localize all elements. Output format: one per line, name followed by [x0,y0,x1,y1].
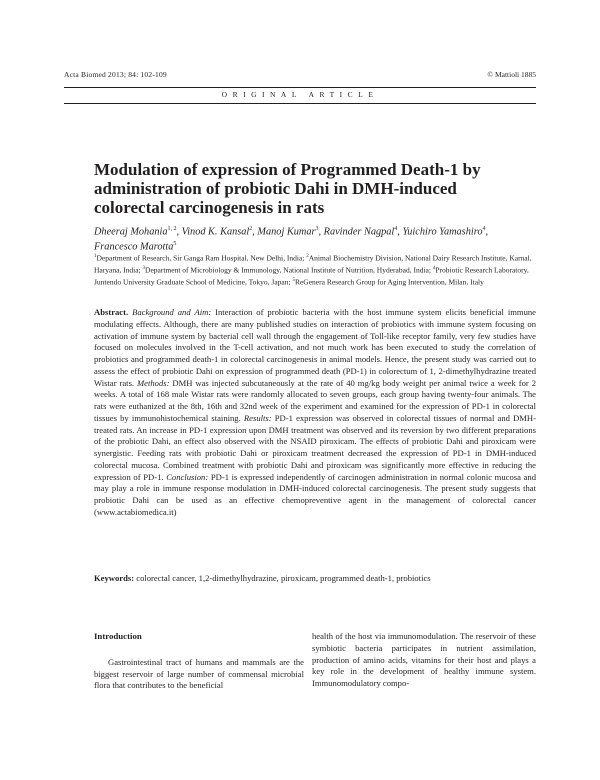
author-affiliation-mark: 4 [482,226,486,232]
body-column-right [312,631,536,690]
background-text: Interaction of probiotic bacteria with the host immune system elicits beneficial immune modulating effects. Although, there are many published studies on interaction of probiotics with immune system focusing on activation of immune system by bacterial cell wall through the engagement of Toll-like receptor family, very few studies have focused on molecules involved in the T-cell activation, and not much work has been executed to study the correlation of probiotics and programmed death-1 in colorectal carcinogenesis in animal models. Hence, the present study was carried out to assess the effect of probiotic Dahi on expression of programmed death (PD-1) in colorectum of 1, 2-dimethylhydrazine treated Wistar rats. [94,307,536,388]
journal-reference: Acta Biomed 2013; 84: 102-109 [64,70,167,79]
abstract-label: Abstract. [94,307,129,317]
affiliation-mark: 4 [432,266,436,272]
introduction-paragraph: Gastrointestinal tract of humans and mammals are the biggest reservoir of large number of commensal microbial flora that contributes to the beneficial [94,656,304,691]
header-rule-top [64,87,536,88]
introduction-paragraph-continued: health of the host via immunomodulation. The reservoir of these symbiotic bacteria participates in nutrient assimilation, production of amino acids, vitamins for their host and plays a key role in the development of healthy immune system. Immunomodulatory compo- [312,631,536,689]
article-title: Modulation of expression of Programmed Death-1 by administration of probiotic Dahi in DMH-induced colorectal carcinogenesis in rats [94,160,481,217]
affiliation-text: ReGenera Research Group for Aging Intervention, Milan, Italy [294,277,484,287]
author-name: Francesco Marotta [94,241,174,253]
conclusion-text: PD-1 is expressed independently of carcinogen administration in normal colonic mucosa and may play a role in immune response modulation in DMH-induced colorectal carcinogenesis. The present study suggests that probiotic Dahi can be used as an effective chemopreventive agent in the management of colorectal cancer (www.actabiomedica.it) [94,471,536,517]
body-column-left [94,631,304,692]
keywords-text: colorectal cancer, 1,2-dimethylhydrazine, piroxicam, programmed death-1, probiotics [134,573,431,583]
affiliation-mark: 2 [306,254,309,259]
author-name: Manoj Kumar [257,226,316,238]
copyright-notice: © Mattioli 1885 [487,70,536,79]
affiliation-mark: 5 [292,278,295,284]
affiliation-list [94,252,536,288]
author-separator: , [318,226,324,238]
keywords [94,573,536,584]
author-affiliation-mark: 3 [315,226,319,232]
introduction-heading: Introduction [94,631,142,641]
methods-text: DMH was injected subcutaneously at the rate of 40 mg/kg body weight per animal twice a week for 2 weeks. A total of 168 male Wistar rats were randomly allocated to seven groups, each group having twenty-four animals. The rats were euthanized at the 8th, 16th and 32nd week of the experiment and examined for the expression of PD-1 in colorectal tissues by immunohistochemical staining. [94,377,536,423]
author-name: Vinod K. Kansal [181,226,250,238]
header-rule-bottom [64,103,536,104]
author-name: Dheeraj Mohania [94,226,168,238]
affiliation-text: Department of Microbiology & Immunology, National Institute of Nutrition, Hyderabad, India; [145,265,433,275]
background-label: Background and Aim: [132,307,212,317]
author-separator: , [397,226,403,238]
author-affiliation-mark: 5 [173,241,177,248]
affiliation-mark: 1 [94,254,97,259]
author-list [94,223,534,254]
author-separator: , [176,226,182,238]
affiliation-text: Department of Research, Sir Ganga Ram Hospital, New Delhi, India; [96,253,307,263]
abstract [94,307,536,519]
author-affiliation-mark: 4 [394,226,398,232]
affiliation-mark: 3 [142,266,146,272]
results-label: Results: [243,412,272,423]
affiliation-text: Probiotic Research Laboratory, Juntendo University Graduate School of Medicine, Tokyo, Japan; [94,265,529,287]
section-label: ORIGINAL ARTICLE [221,90,379,99]
conclusion-label: Conclusion: [166,471,209,482]
author-separator: , [252,226,258,238]
author-affiliation-mark: 2 [249,226,253,232]
methods-label: Methods: [137,377,170,388]
author-separator: , [485,226,489,238]
affiliation-text: Animal Biochemistry Division, National Dairy Research Institute, Karnal, Haryana, India; [94,253,532,275]
results-text: PD-1 expression was observed in colorectal tissues of normal and DMH-treated rats. An increase in PD-1 expression upon DMH treatment was observed and its reversion by two different preparations of the probiotic Dahi, an effect also observed with the NSAID piroxicam. The effects of probiotic Dahi and piroxicam were synergistic. Feeding rats with probiotic Dahi or piroxicam treatment decreased the expression of PD-1 in DMH-induced colorectal mucosa. Combined treatment with probiotic Dahi and piroxicam was significantly more effective in reducing the expression of PD-1. [94,412,536,482]
author-name: Ravinder Nagpal [323,226,395,238]
keywords-label: Keywords: [94,573,135,583]
author-name: Yuichiro Yamashiro [402,226,483,238]
author-affiliation-mark: 1, 2 [167,226,177,232]
